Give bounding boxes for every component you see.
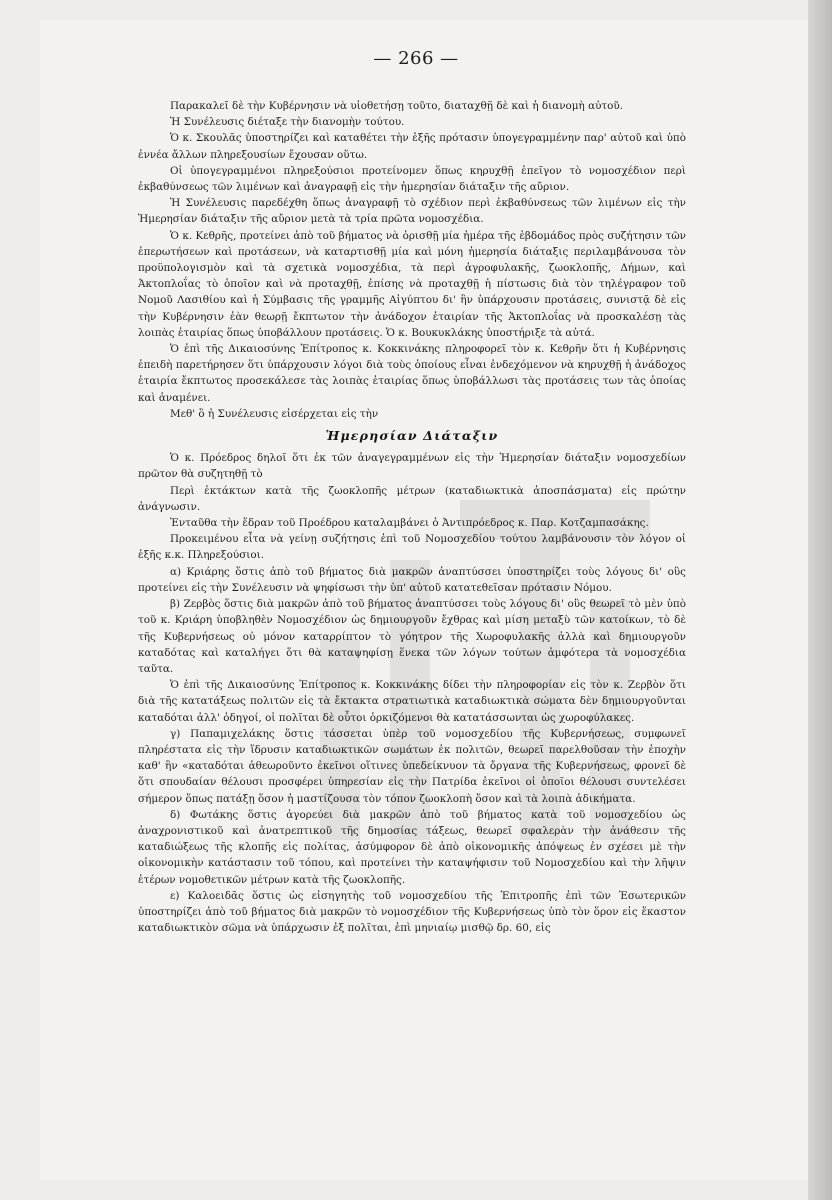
paragraph: Ἡ Συνέλευσις παρεδέχθη ὅπως ἀναγραφῇ τὸ σχέδιον περὶ ἐκβαθύνσεως τῶν λιμένων εἰς τὴν Ἡμερησίαν διάταξιν τῆς αὔριον μετὰ τὰ τρία πρῶτα νομοσχέδια. [138, 197, 686, 226]
paragraph: Μεθ' ὃ ἡ Συνέλευσις εἰσέρχεται εἰς τὴν [170, 407, 379, 420]
paragraph: ε) Καλοειδᾶς ὅστις ὡς εἰσηγητὴς τοῦ νομοσχεδίου τῆς Ἐπιτροπῆς ἐπὶ τῶν Ἐσωτερικῶν ὑποστηρίζει ἀπὸ τοῦ βήματος διὰ μακρῶν τὸ νομοσχέδιον τῆς Κυβερνήσεως ὑπὸ τὸν ὅρον εἰς ἕκαστον καταδιωκτικὸν σῶμα νὰ ὑπάρχωσιν ἐξ πολῖται, ἐπὶ μηνιαίῳ μισθῷ δρ. 60, εἰς [138, 889, 686, 935]
document-body [138, 98, 686, 936]
paragraph: γ) Παπαμιχελάκης ὅστις τάσσεται ὑπὲρ τοῦ νομοσχεδίου τῆς Κυβερνήσεως, συμφωνεῖ πληρέστατα εἰς τὴν ἵδρυσιν καταδιωκτικῶν σωμάτων ἐκ πολιτῶν, θεωρεῖ παρελθοῦσαν τὴν ἐποχὴν καθ' ἣν «καταδόται ἀθεωροῦντο ἐκεῖνοι οἵτινες ὑπεδείκνυον τὰ ὄργανα τῆς Κυβερνήσεως, φρονεῖ δὲ ὅτι σπουδαίαν θέλουσι προσφέρει ὑπηρεσίαν εἰς τὴν Πατρίδα ἐκεῖνοι οἱ ὁποῖοι θέλουσι συντελέσει σήμερον ὅπως πατάξῃ ὅσον ἡ μαστίζουσα τὸν τόπον ζωοκλοπὴ ὅσον καὶ τὰ λοιπὰ ἀδικήματα. [138, 727, 686, 805]
paragraph: β) Ζερβὸς ὅστις διὰ μακρῶν ἀπὸ τοῦ βήματος ἀναπτύσσει τοὺς λόγους δι' οὓς θεωρεῖ τὸ μὲν ὑπὸ τοῦ κ. Κριάρη ὑποβληθὲν Νομοσχέδιον ὡς δημιουργοῦν ἔχθρας καὶ μίση μεταξὺ τῶν κατοίκων, τὸ δὲ τῆς Κυβερνήσεως οὐ μόνον καταρρίπτον τὸ γόητρον τῆς Χωροφυλακῆς ἀλλὰ καὶ δημιουργοῦν καταδότας καὶ καταλήγει ὅτι θὰ καταψηφίσῃ ἕνεκα τῶν λόγων τούτων ἀμφότερα τὰ νομοσχέδια ταῦτα. [138, 598, 686, 675]
paragraph: Ὁ κ. Σκουλᾶς ὑποστηρίζει καὶ καταθέτει τὴν ἑξῆς πρότασιν ὑπογεγραμμένην παρ' αὐτοῦ καὶ ὑπὸ ἐννέα ἄλλων πληρεξουσίων ἔχουσαν οὕτω. [138, 132, 686, 161]
paragraph: Ἐνταῦθα τὴν ἕδραν τοῦ Προέδρου καταλαμβάνει ὁ Ἀντιπρόεδρος κ. Παρ. Κοτζαμπασάκης. [170, 517, 649, 530]
paragraph: α) Κριάρης ὅστις ἀπὸ τοῦ βήματος διὰ μακρῶν ἀναπτύσσει ὑποστηρίζει τοὺς λόγους δι' οὓς προτείνει εἰς τὴν Συνέλευσιν νὰ ψηφίσωσι τὴν ὑπ' αὐτοῦ κατατεθεῖσαν πρότασιν Νόμου. [138, 565, 686, 594]
paragraph: Ὁ ἐπὶ τῆς Δικαιοσύνης Ἐπίτροπος κ. Κοκκινάκης πληροφορεῖ τὸν κ. Κεθρῆν ὅτι ἡ Κυβέρνησις ἐπειδὴ παρετήρησεν ὅτι ὑπάρχουσιν λόγοι διὰ τοὺς ὁποίους εἶναι ἐνδεχόμενον νὰ κηρυχθῇ ἡ ἀνάδοχος ἑταιρία ἔκπτωτος προσεκάλεσε τὰς λοιπὰς ἑταιρίας ὅπως ὑποβάλλωσι τὰς προτάσεις των τὰς ὁποίας καὶ ἀναμένει. [138, 343, 686, 404]
binding-edge-shadow [808, 0, 832, 1200]
paragraph: Προκειμένου εἶτα νὰ γείνῃ συζήτησις ἐπὶ τοῦ Νομοσχεδίου τούτου λαμβάνουσιν τὸν λόγον οἱ ἑξῆς κ.κ. Πληρεξούσιοι. [138, 533, 686, 562]
paragraph: Οἱ ὑπογεγραμμένοι πληρεξούσιοι προτείνομεν ὅπως κηρυχθῇ ἐπεῖγον τὸ νομοσχέδιον περὶ ἐκβαθύνσεως τῶν λιμένων καὶ ἀναγραφῇ εἰς τὴν ἡμερησίαν διάταξιν τῆς αὔριον. [138, 164, 686, 194]
paragraph: Περὶ ἐκτάκτων κατὰ τῆς ζωοκλοπῆς μέτρων (καταδιωκτικὰ ἀποσπάσματα) εἰς πρώτην ἀνάγνωσιν. [138, 484, 686, 513]
paragraph: δ) Φωτάκης ὅστις ἀγορεύει διὰ μακρῶν ἀπὸ τοῦ βήματος κατὰ τοῦ νομοσχεδίου ὡς ἀναχρονιστικοῦ καὶ ἀνατρεπτικοῦ τῆς δημοσίας τάξεως, θεωρεῖ σφαλερὰν τὴν ἀνάθεσιν τῆς καταδιώξεως τῆς κλοπῆς εἰς πολίτας, ἀσύμφορον δὲ ἀπὸ οἰκονομικῆς ἀπόψεως ἐν σχέσει μὲ τὴν οἰκονομικὴν κατάστασιν τοῦ τόπου, καὶ προτείνει τὴν καταψήφισιν τοῦ Νομοσχεδίου καὶ τὴν λῆψιν ἑτέρων νομοθετικῶν μέτρων κατὰ τῆς ζωοκλοπῆς. [138, 808, 686, 886]
paragraph: Παρακαλεῖ δὲ τὴν Κυβέρνησιν νὰ υἱοθετήσῃ τοῦτο, διαταχθῇ δὲ καὶ ἡ διανομὴ αὐτοῦ. [170, 100, 624, 112]
page-number: — 266 — [373, 48, 459, 69]
paragraph: Ὁ κ. Πρόεδρος δηλοῖ ὅτι ἐκ τῶν ἀναγεγραμμένων εἰς τὴν Ἡμερησίαν διάταξιν νομοσχεδίων πρῶτον θὰ συζητηθῇ τὸ [138, 452, 686, 481]
paragraph: Ἡ Συνέλευσις διέταξε τὴν διανομὴν τούτου. [170, 116, 405, 129]
section-heading: Ἡμερησίαν Διάταξιν [325, 428, 499, 444]
paragraph: Ὁ κ. Κεθρῆς, προτείνει ἀπὸ τοῦ βήματος νὰ ὁρισθῇ μία ἡμέρα τῆς ἑβδομάδος πρὸς συζήτησιν τῶν ἐπερωτήσεων καὶ προτάσεων, νὰ καταρτισθῇ μία καὶ μόνη ἡμερησία διάταξις περιλαμβάνουσα τὸν προϋπολογισμὸν καὶ τὰ σχετικὰ νομοσχέδια, τὰ περὶ ἀγροφυλακῆς, ζωοκλοπῆς, Δήμων, καὶ Ἀκτοπλοΐας τὸ ὁποῖον καὶ νὰ προταχθῇ, ἐπίσης νὰ προταχθῇ ἡ πίστωσις διὰ τὸν τηλέγραφον τοῦ Νομοῦ Λασιθίου καὶ ἡ Σύμβασις τῆς γραμμῆς Αἰγύπτου δι' ἣν ὑπάρχουσιν προτάσεις, συνιστᾷ δὲ εἰς τὴν Κυβέρνησιν ἐὰν θεωρῇ ἔκπτωτον τὴν ἀνάδοχον ἑταιρίαν τῆς Ἀκτοπλοΐας νὰ προσκαλέσῃ τὰς λοιπὰς ἑταιρίας ὅπως ὑποβάλλουν προτάσεις. Ὁ κ. Βουκυκλάκης ὑποστήριξε τὰ αὐτά. [138, 229, 686, 339]
paragraph: Ὁ ἐπὶ τῆς Δικαιοσύνης Ἐπίτροπος κ. Κοκκινάκης δίδει τὴν πληροφορίαν εἰς τὸν κ. Ζερβὸν ὅτι διὰ τῆς κατατάξεως πολιτῶν εἰς τὰ ἔκτακτα στρατιωτικὰ καταδιωκτικὰ σώματα δὲν δημιουργοῦνται καταδόται ἀλλ' ὁδηγοί, οἱ πολῖται δὲ οὗτοι ὁρκιζόμενοι θὰ κατατάσσωνται ὡς χωροφύλακες. [138, 679, 686, 724]
